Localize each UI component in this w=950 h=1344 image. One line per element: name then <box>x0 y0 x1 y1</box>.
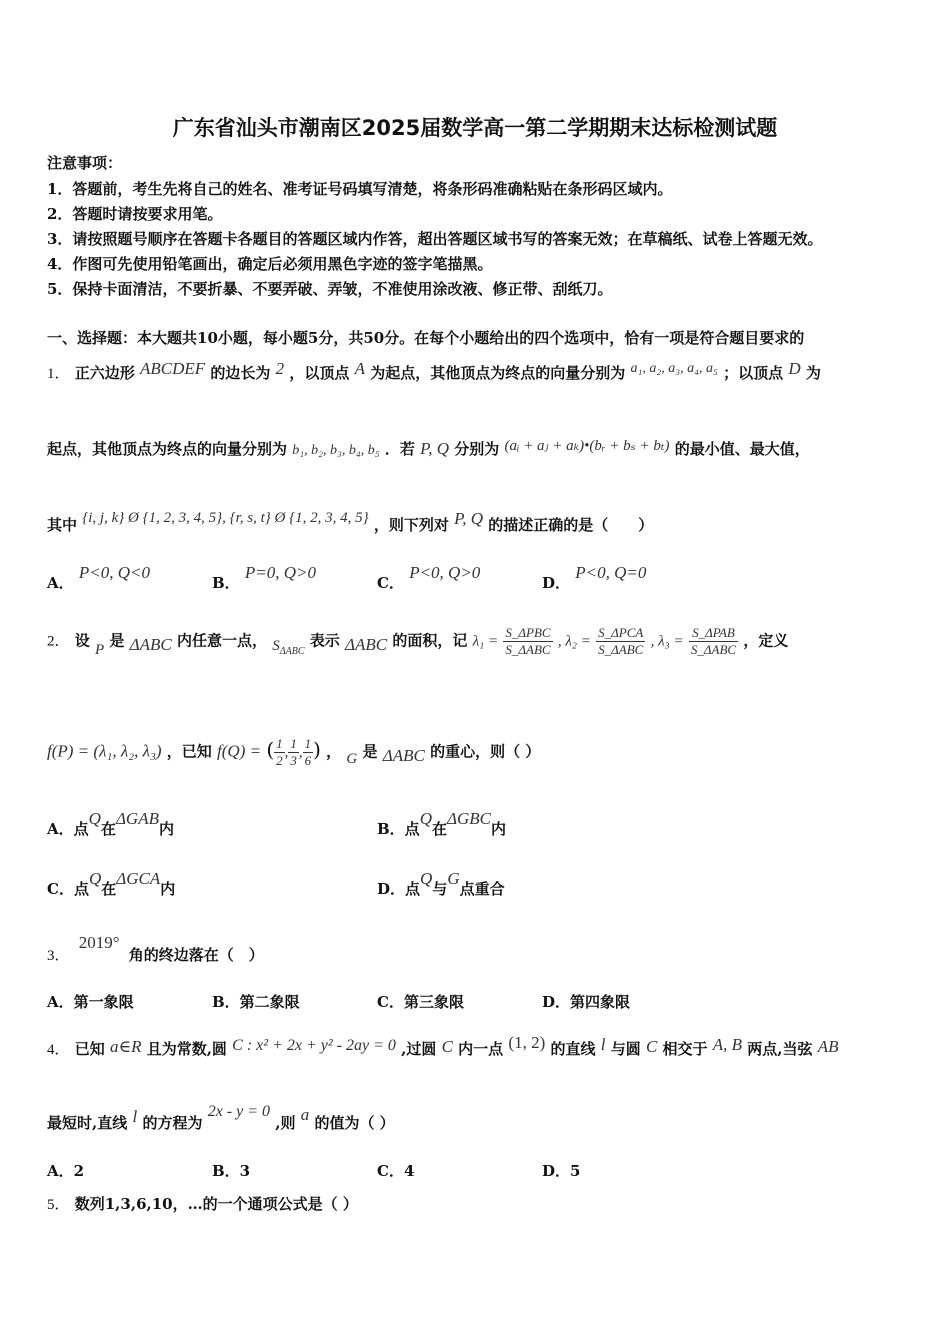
page-title: 广东省汕头市潮南区2025届数学高一第二学期期末达标检测试题 <box>172 116 778 140</box>
question-4-line-2 <box>47 1103 395 1133</box>
question-number: 2． <box>47 633 70 650</box>
option-d[interactable]: D．5 <box>542 1162 581 1180</box>
fraction <box>274 736 285 769</box>
comma: , <box>284 744 289 761</box>
math: l <box>600 1035 606 1054</box>
math: G <box>346 750 358 767</box>
text: 为起点，其他顶点为终点的向量分别为 <box>370 364 626 382</box>
text: 表示 <box>309 631 340 650</box>
denominator: S_ΔABC <box>690 642 737 657</box>
math: ΔABC <box>382 745 425 765</box>
option-text: 与 <box>432 880 448 898</box>
option-c[interactable] <box>47 869 176 899</box>
option-d[interactable]: D．第四象限 <box>542 993 631 1011</box>
option-label: B．点 <box>377 820 420 838</box>
math: (aᵢ + aⱼ + aₖ)•(bᵣ + bₛ + bₜ) <box>504 438 670 454</box>
text: ，已知 <box>166 742 212 761</box>
math: a₁, a₂, a₃, a₄, a₅ <box>630 361 718 376</box>
text: 设 <box>74 631 90 650</box>
math <box>272 637 305 657</box>
math: l <box>132 1107 138 1126</box>
math: A, B <box>712 1035 743 1054</box>
text: 且为常数,圆 <box>146 1040 227 1058</box>
fraction <box>288 736 299 769</box>
option-math: P<0, Q<0 <box>78 563 150 582</box>
denominator: 2 <box>276 753 283 768</box>
paren-open: ( <box>266 737 275 762</box>
option-math: Q <box>419 809 432 828</box>
option-math: Q <box>88 869 102 888</box>
notice-item: 5．保持卡面清洁，不要折暴、不要弄破、弄皱，不准使用涂改液、修正带、刮纸刀。 <box>47 280 613 298</box>
numerator: 1 <box>290 736 297 751</box>
text: 分别为 <box>454 440 500 458</box>
fraction <box>689 625 738 658</box>
math: 2019° <box>78 933 120 952</box>
math: P <box>95 641 105 658</box>
option-text: 内 <box>158 820 174 838</box>
option-math: P<0, Q=0 <box>575 563 647 582</box>
option-math: P<0, Q>0 <box>409 563 481 582</box>
comma: , <box>298 744 303 761</box>
math: P, Q <box>420 439 450 458</box>
question-3 <box>47 933 264 965</box>
text: 已知 <box>74 1040 105 1058</box>
notice-item: 1．答题前，考生先将自己的姓名、准考证号码填写清楚，将条形码准确粘贴在条形码区域内。 <box>47 180 673 198</box>
option-b[interactable] <box>377 809 506 839</box>
option-label: B． <box>212 574 240 592</box>
option-a[interactable] <box>47 809 174 839</box>
text: ．若 <box>384 440 415 458</box>
option-math: ΔGCA <box>116 869 161 888</box>
numerator: S_ΔPAB <box>689 625 738 642</box>
numerator: 1 <box>276 736 283 751</box>
text: ,则 <box>275 1114 296 1132</box>
math: 2 <box>275 359 285 378</box>
question-number: 4． <box>47 1042 70 1058</box>
fraction <box>503 625 552 658</box>
fraction <box>303 736 314 769</box>
math: D <box>788 359 801 378</box>
text: 其中 <box>47 516 78 534</box>
text: 相交于 <box>662 1040 708 1058</box>
text: 角的终边落在（ ） <box>128 946 264 964</box>
text: 内一点 <box>458 1040 504 1058</box>
denominator: S_ΔABC <box>598 642 644 657</box>
notice-item: 3．请按照题号顺序在答题卡各题目的答题区域内作答，超出答题区域书写的答案无效；在草稿纸、试卷上答题无效。 <box>47 230 823 248</box>
option-c[interactable]: C．4 <box>377 1162 415 1180</box>
math: b₁, b₂, b₃, b₄, b₅ <box>292 443 380 458</box>
fraction <box>596 625 645 658</box>
text: ，定义 <box>743 631 789 650</box>
option-b[interactable] <box>212 563 317 593</box>
text: 的最小值、最大值， <box>674 440 810 458</box>
option-c[interactable]: C．第三象限 <box>377 993 464 1011</box>
text: 数列1,3,6,10，…的一个通项公式是（ ） <box>74 1195 358 1213</box>
option-math: ΔGAB <box>115 809 159 828</box>
math: (1, 2) <box>508 1033 546 1052</box>
math: λ₁ = <box>472 633 499 650</box>
text: 起点，其他顶点为终点的向量分别为 <box>47 440 288 458</box>
option-a[interactable] <box>47 563 150 593</box>
numerator: S_ΔPCA <box>598 625 644 640</box>
option-text: 点重合 <box>459 880 505 898</box>
option-text: 在 <box>101 880 117 898</box>
option-label: A．点 <box>47 820 89 838</box>
text: ，则下列对 <box>373 516 449 534</box>
option-label: A． <box>47 574 74 592</box>
text: 的方程为 <box>142 1114 203 1132</box>
question-number: 1． <box>47 366 70 382</box>
denominator: S_ΔABC <box>505 642 551 657</box>
option-a[interactable]: A．第一象限 <box>47 993 134 1011</box>
option-text: 内 <box>160 880 176 898</box>
option-math: Q <box>420 869 433 888</box>
option-label: C．点 <box>47 880 89 898</box>
denominator: 6 <box>304 753 312 768</box>
text: 是 <box>109 631 125 650</box>
option-b[interactable]: B．第二象限 <box>212 993 300 1011</box>
question-2-line-2 <box>47 736 540 769</box>
text: 为 <box>805 364 821 382</box>
question-1-line-1 <box>47 359 821 383</box>
math: AB <box>817 1037 839 1056</box>
text: 的边长为 <box>210 364 271 382</box>
text: 正六边形 <box>74 364 135 382</box>
option-b[interactable]: B．3 <box>212 1162 251 1180</box>
math: a∈R <box>110 1037 142 1056</box>
text: 的面积，记 <box>392 631 468 650</box>
numerator: S_ΔPBC <box>505 625 551 640</box>
option-label: D．点 <box>377 880 421 898</box>
subscript: ΔABC <box>279 645 305 657</box>
option-text: 在 <box>100 820 116 838</box>
math: A <box>354 359 366 378</box>
option-math: ΔGBC <box>446 809 491 828</box>
question-5 <box>47 1193 358 1214</box>
math: ΔABC <box>344 634 388 654</box>
option-text: 在 <box>431 820 447 838</box>
text: 的重心，则（ ） <box>430 742 541 761</box>
math: {i, j, k} Ø {1, 2, 3, 4, 5}, {r, s, t} Ø {1, 2, 3, 4, 5} <box>82 510 369 526</box>
math: a <box>300 1105 310 1124</box>
section-heading: 一、选择题：本大题共10小题，每小题5分，共50分。在每个小题给出的四个选项中，恰有一项是符合题目要求的 <box>47 329 805 347</box>
area-symbol: S <box>272 637 280 654</box>
text: 是 <box>362 742 378 761</box>
text: ，以顶点 <box>289 364 350 382</box>
paren-close: ) <box>313 737 321 762</box>
option-d[interactable] <box>542 563 647 593</box>
option-math: P=0, Q>0 <box>244 563 317 582</box>
math: ΔABC <box>129 634 172 654</box>
option-label: D． <box>542 574 571 592</box>
math: C <box>441 1037 453 1056</box>
numerator: 1 <box>304 736 312 751</box>
text: ；以顶点 <box>723 364 784 382</box>
option-c[interactable] <box>377 563 481 593</box>
option-text: 内 <box>490 820 506 838</box>
denominator: 3 <box>290 753 297 768</box>
math: f(P) = (λ₁, λ₂, λ₃) <box>47 741 162 761</box>
option-math: G <box>447 869 460 888</box>
option-a[interactable]: A．2 <box>47 1162 85 1180</box>
option-d[interactable] <box>377 869 505 899</box>
text: 内任意一点， <box>176 631 267 650</box>
question-number: 3． <box>47 948 70 964</box>
math: P, Q <box>454 509 484 528</box>
math: ABCDEF <box>140 359 206 378</box>
option-math: Q <box>88 809 101 828</box>
question-1-line-2 <box>47 438 810 459</box>
math: C <box>645 1037 658 1056</box>
text: 两点,当弦 <box>747 1040 813 1058</box>
math: , λ₂ = <box>557 633 591 650</box>
text: ,过圆 <box>401 1040 437 1058</box>
question-number: 5． <box>47 1197 70 1213</box>
math: C : x² + 2x + y² - 2ay = 0 <box>232 1037 396 1054</box>
option-label: C． <box>377 574 404 592</box>
question-2-line-1 <box>47 625 788 658</box>
notice-heading: 注意事项： <box>47 154 123 172</box>
math: 2x - y = 0 <box>207 1103 271 1120</box>
text: ， <box>326 742 342 761</box>
math: f(Q) = <box>217 741 262 761</box>
text: 的值为（ ） <box>314 1114 395 1132</box>
text: 与圆 <box>610 1040 641 1058</box>
notice-item: 4．作图可先使用铅笔画出，确定后必须用黑色字迹的签字笔描黑。 <box>47 255 493 273</box>
question-1-line-3 <box>47 509 654 535</box>
text: 最短时,直线 <box>47 1114 128 1132</box>
text: 的直线 <box>550 1040 596 1058</box>
question-4-line-1 <box>47 1033 839 1059</box>
text: 的描述正确的是（ ） <box>488 516 654 534</box>
math: , λ₃ = <box>650 633 684 650</box>
notice-item: 2．答题时请按要求用笔。 <box>47 205 223 223</box>
